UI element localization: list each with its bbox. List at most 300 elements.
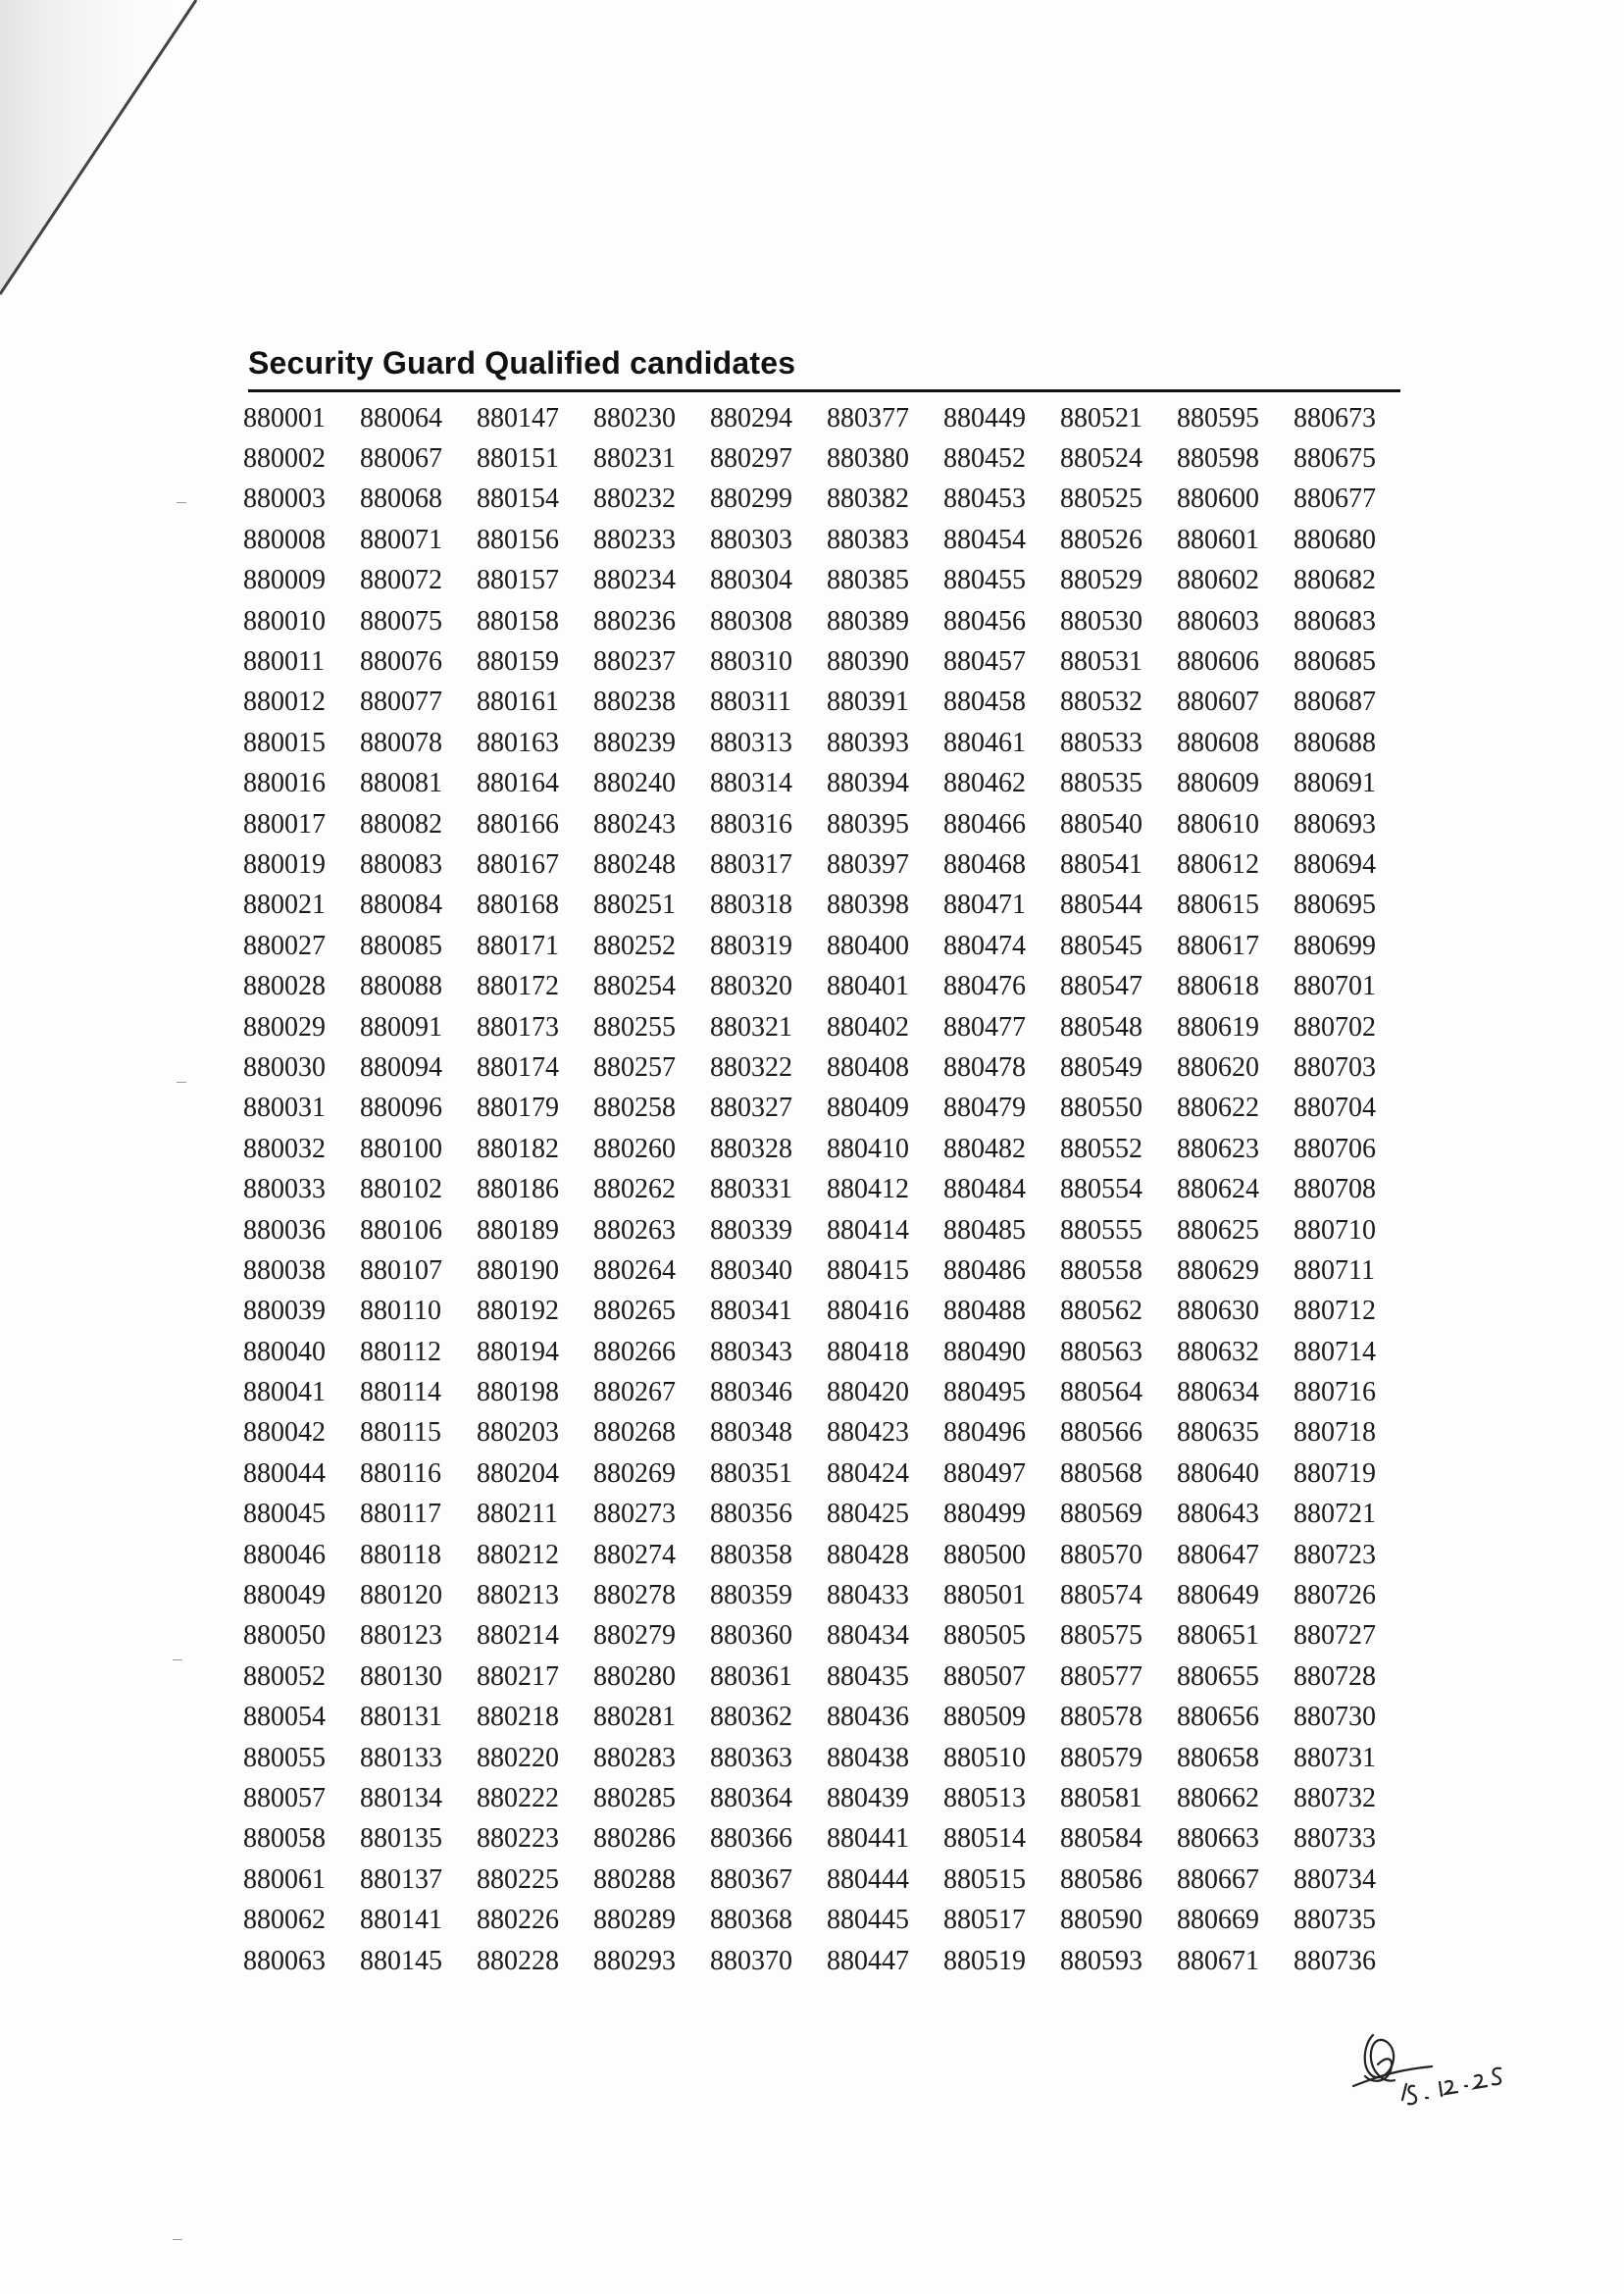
candidate-number: 880484 bbox=[943, 1174, 1026, 1205]
candidate-number: 880294 bbox=[710, 402, 792, 433]
candidate-number: 880029 bbox=[243, 1011, 326, 1043]
candidate-number: 880135 bbox=[360, 1823, 442, 1855]
candidate-number: 880363 bbox=[710, 1742, 792, 1773]
candidate-number: 880726 bbox=[1294, 1580, 1376, 1611]
candidate-number: 880586 bbox=[1060, 1863, 1142, 1895]
candidate-number: 880313 bbox=[710, 727, 792, 758]
candidate-number: 880318 bbox=[710, 890, 792, 921]
candidate-number: 880438 bbox=[827, 1742, 909, 1773]
candidate-number: 880358 bbox=[710, 1539, 792, 1570]
candidate-number: 880703 bbox=[1294, 1051, 1376, 1083]
candidate-number: 880102 bbox=[360, 1174, 442, 1205]
candidate-number: 880515 bbox=[943, 1863, 1026, 1895]
candidate-number: 880433 bbox=[827, 1580, 909, 1611]
candidate-number: 880297 bbox=[710, 443, 792, 475]
candidate-number: 880085 bbox=[360, 930, 442, 961]
candidate-number: 880062 bbox=[243, 1905, 326, 1936]
table-row bbox=[243, 1453, 1410, 1494]
candidate-number: 880584 bbox=[1060, 1823, 1142, 1855]
candidate-number: 880577 bbox=[1060, 1660, 1142, 1692]
candidate-number: 880283 bbox=[593, 1742, 676, 1773]
candidate-number: 880082 bbox=[360, 808, 442, 840]
candidate-number: 880064 bbox=[360, 402, 442, 433]
candidate-number: 880217 bbox=[477, 1660, 559, 1692]
candidate-number: 880617 bbox=[1177, 930, 1259, 961]
candidate-number: 880552 bbox=[1060, 1133, 1142, 1164]
table-row bbox=[243, 886, 1410, 926]
candidate-number: 880258 bbox=[593, 1093, 676, 1124]
candidate-number: 880732 bbox=[1294, 1782, 1376, 1813]
candidate-number: 880694 bbox=[1294, 848, 1376, 880]
candidate-number: 880727 bbox=[1294, 1620, 1376, 1652]
candidate-number: 880548 bbox=[1060, 1011, 1142, 1043]
candidate-number: 880420 bbox=[827, 1377, 909, 1408]
candidate-number: 880382 bbox=[827, 484, 909, 515]
candidate-number: 880598 bbox=[1177, 443, 1259, 475]
candidate-number: 880716 bbox=[1294, 1377, 1376, 1408]
candidate-number: 880579 bbox=[1060, 1742, 1142, 1773]
candidate-number: 880640 bbox=[1177, 1457, 1259, 1489]
candidate-number: 880236 bbox=[593, 605, 676, 637]
candidate-number: 880156 bbox=[477, 524, 559, 555]
candidate-number: 880044 bbox=[243, 1457, 326, 1489]
candidate-number: 880182 bbox=[477, 1133, 559, 1164]
candidate-number: 880273 bbox=[593, 1499, 676, 1530]
candidate-number: 880303 bbox=[710, 524, 792, 555]
candidate-number: 880263 bbox=[593, 1214, 676, 1246]
candidate-number: 880223 bbox=[477, 1823, 559, 1855]
table-row bbox=[243, 1616, 1410, 1657]
table-row bbox=[243, 1413, 1410, 1453]
candidate-number: 880393 bbox=[827, 727, 909, 758]
candidate-number: 880151 bbox=[477, 443, 559, 475]
candidate-number: 880198 bbox=[477, 1377, 559, 1408]
candidate-number: 880110 bbox=[360, 1296, 441, 1327]
candidate-number: 880563 bbox=[1060, 1336, 1142, 1367]
candidate-number: 880213 bbox=[477, 1580, 559, 1611]
candidate-number: 880254 bbox=[593, 971, 676, 1002]
candidate-number: 880695 bbox=[1294, 890, 1376, 921]
candidate-number: 880264 bbox=[593, 1254, 676, 1286]
candidate-number: 880389 bbox=[827, 605, 909, 637]
candidate-number: 880115 bbox=[360, 1417, 441, 1449]
table-row bbox=[243, 1089, 1410, 1129]
candidate-number: 880400 bbox=[827, 930, 909, 961]
table-row bbox=[243, 1332, 1410, 1372]
candidate-number: 880077 bbox=[360, 687, 442, 718]
candidate-number: 880462 bbox=[943, 768, 1026, 799]
candidate-number: 880174 bbox=[477, 1051, 559, 1083]
candidate-number: 880702 bbox=[1294, 1011, 1376, 1043]
candidate-number: 880380 bbox=[827, 443, 909, 475]
candidate-number: 880239 bbox=[593, 727, 676, 758]
candidate-number: 880265 bbox=[593, 1296, 676, 1327]
candidate-number: 880718 bbox=[1294, 1417, 1376, 1449]
candidate-number: 880171 bbox=[477, 930, 559, 961]
table-row bbox=[243, 1657, 1410, 1697]
candidate-number: 880088 bbox=[360, 971, 442, 1002]
candidate-number: 880434 bbox=[827, 1620, 909, 1652]
candidate-number: 880730 bbox=[1294, 1702, 1376, 1733]
candidate-number: 880331 bbox=[710, 1174, 792, 1205]
candidate-number: 880424 bbox=[827, 1457, 909, 1489]
candidate-number: 880368 bbox=[710, 1905, 792, 1936]
candidate-number: 880714 bbox=[1294, 1336, 1376, 1367]
candidate-number: 880050 bbox=[243, 1620, 326, 1652]
candidate-number: 880063 bbox=[243, 1945, 326, 1976]
candidate-number: 880084 bbox=[360, 890, 442, 921]
candidate-number: 880045 bbox=[243, 1499, 326, 1530]
candidate-number: 880078 bbox=[360, 727, 442, 758]
candidate-number: 880314 bbox=[710, 768, 792, 799]
candidate-number: 880394 bbox=[827, 768, 909, 799]
candidate-number: 880474 bbox=[943, 930, 1026, 961]
candidate-number: 880017 bbox=[243, 808, 326, 840]
candidate-number: 880222 bbox=[477, 1782, 559, 1813]
candidate-number: 880310 bbox=[710, 646, 792, 678]
candidate-number: 880230 bbox=[593, 402, 676, 433]
candidate-number: 880549 bbox=[1060, 1051, 1142, 1083]
candidate-number: 880525 bbox=[1060, 484, 1142, 515]
candidate-number: 880106 bbox=[360, 1214, 442, 1246]
candidate-number: 880671 bbox=[1177, 1945, 1259, 1976]
candidate-number: 880011 bbox=[243, 646, 325, 678]
table-row bbox=[243, 1900, 1410, 1940]
candidate-number: 880192 bbox=[477, 1296, 559, 1327]
candidate-number: 880299 bbox=[710, 484, 792, 515]
candidate-number: 880570 bbox=[1060, 1539, 1142, 1570]
candidate-number: 880581 bbox=[1060, 1782, 1142, 1813]
candidate-number: 880535 bbox=[1060, 768, 1142, 799]
candidate-number: 880447 bbox=[827, 1945, 909, 1976]
candidate-number: 880009 bbox=[243, 565, 326, 596]
candidate-number: 880510 bbox=[943, 1742, 1026, 1773]
candidate-number: 880010 bbox=[243, 605, 326, 637]
candidate-number: 880533 bbox=[1060, 727, 1142, 758]
candidate-number: 880712 bbox=[1294, 1296, 1376, 1327]
candidate-number: 880687 bbox=[1294, 687, 1376, 718]
candidate-number: 880137 bbox=[360, 1863, 442, 1895]
candidate-number: 880408 bbox=[827, 1051, 909, 1083]
candidate-number: 880280 bbox=[593, 1660, 676, 1692]
candidate-number: 880061 bbox=[243, 1863, 326, 1895]
table-row bbox=[243, 1535, 1410, 1575]
candidate-number: 880251 bbox=[593, 890, 676, 921]
candidate-number: 880691 bbox=[1294, 768, 1376, 799]
candidate-number: 880620 bbox=[1177, 1051, 1259, 1083]
candidate-number: 880266 bbox=[593, 1336, 676, 1367]
page-fold-shadow bbox=[0, 0, 206, 314]
table-row bbox=[243, 844, 1410, 885]
table-row bbox=[243, 1047, 1410, 1088]
candidate-number: 880308 bbox=[710, 605, 792, 637]
candidate-number: 880057 bbox=[243, 1782, 326, 1813]
candidate-number: 880157 bbox=[477, 565, 559, 596]
candidate-number: 880734 bbox=[1294, 1863, 1376, 1895]
candidate-number: 880490 bbox=[943, 1336, 1026, 1367]
candidate-number: 880635 bbox=[1177, 1417, 1259, 1449]
candidate-number: 880081 bbox=[360, 768, 442, 799]
candidate-number: 880513 bbox=[943, 1782, 1026, 1813]
candidate-number: 880040 bbox=[243, 1336, 326, 1367]
candidate-number: 880068 bbox=[360, 484, 442, 515]
candidate-number: 880558 bbox=[1060, 1254, 1142, 1286]
candidate-number: 880058 bbox=[243, 1823, 326, 1855]
table-row bbox=[243, 1007, 1410, 1047]
candidate-number: 880693 bbox=[1294, 808, 1376, 840]
candidate-number: 880476 bbox=[943, 971, 1026, 1002]
candidate-number: 880445 bbox=[827, 1905, 909, 1936]
candidate-number: 880257 bbox=[593, 1051, 676, 1083]
candidate-number: 880455 bbox=[943, 565, 1026, 596]
candidate-number: 880116 bbox=[360, 1457, 441, 1489]
candidate-number: 880425 bbox=[827, 1499, 909, 1530]
candidate-number: 880159 bbox=[477, 646, 559, 678]
candidate-number: 880328 bbox=[710, 1133, 792, 1164]
candidate-number: 880547 bbox=[1060, 971, 1142, 1002]
candidate-number: 880237 bbox=[593, 646, 676, 678]
candidate-number: 880071 bbox=[360, 524, 442, 555]
candidate-number: 880701 bbox=[1294, 971, 1376, 1002]
candidate-number: 880346 bbox=[710, 1377, 792, 1408]
candidate-number: 880735 bbox=[1294, 1905, 1376, 1936]
candidate-number: 880517 bbox=[943, 1905, 1026, 1936]
candidate-number: 880179 bbox=[477, 1093, 559, 1124]
table-row bbox=[243, 926, 1410, 966]
candidate-number: 880322 bbox=[710, 1051, 792, 1083]
candidate-number: 880003 bbox=[243, 484, 326, 515]
candidate-number: 880704 bbox=[1294, 1093, 1376, 1124]
candidate-number: 880562 bbox=[1060, 1296, 1142, 1327]
candidate-number: 880444 bbox=[827, 1863, 909, 1895]
candidate-number: 880131 bbox=[360, 1702, 442, 1733]
candidate-number: 880238 bbox=[593, 687, 676, 718]
candidate-number: 880028 bbox=[243, 971, 326, 1002]
candidate-number: 880545 bbox=[1060, 930, 1142, 961]
candidate-number: 880529 bbox=[1060, 565, 1142, 596]
candidate-number: 880038 bbox=[243, 1254, 326, 1286]
candidate-number: 880281 bbox=[593, 1702, 676, 1733]
candidate-number: 880658 bbox=[1177, 1742, 1259, 1773]
candidate-number: 880348 bbox=[710, 1417, 792, 1449]
candidate-number: 880575 bbox=[1060, 1620, 1142, 1652]
candidate-number: 880327 bbox=[710, 1093, 792, 1124]
candidate-number: 880673 bbox=[1294, 402, 1376, 433]
candidate-number: 880356 bbox=[710, 1499, 792, 1530]
candidate-number: 880610 bbox=[1177, 808, 1259, 840]
candidate-number: 880016 bbox=[243, 768, 326, 799]
candidate-number: 880367 bbox=[710, 1863, 792, 1895]
candidate-number: 880189 bbox=[477, 1214, 559, 1246]
candidate-number: 880574 bbox=[1060, 1580, 1142, 1611]
candidate-number: 880409 bbox=[827, 1093, 909, 1124]
candidate-number: 880031 bbox=[243, 1093, 326, 1124]
scan-mark bbox=[177, 1082, 186, 1083]
table-row bbox=[243, 1495, 1410, 1535]
candidate-number: 880452 bbox=[943, 443, 1026, 475]
candidate-number: 880488 bbox=[943, 1296, 1026, 1327]
candidate-number: 880019 bbox=[243, 848, 326, 880]
candidate-number: 880524 bbox=[1060, 443, 1142, 475]
candidate-number: 880435 bbox=[827, 1660, 909, 1692]
candidate-number: 880496 bbox=[943, 1417, 1026, 1449]
candidate-number: 880286 bbox=[593, 1823, 676, 1855]
candidate-number: 880091 bbox=[360, 1011, 442, 1043]
title-underline bbox=[248, 389, 1400, 392]
candidate-number: 880699 bbox=[1294, 930, 1376, 961]
candidate-number: 880390 bbox=[827, 646, 909, 678]
candidate-number: 880293 bbox=[593, 1945, 676, 1976]
candidate-number: 880015 bbox=[243, 727, 326, 758]
candidate-number: 880168 bbox=[477, 890, 559, 921]
candidate-number: 880711 bbox=[1294, 1254, 1375, 1286]
scan-mark bbox=[173, 2239, 182, 2240]
candidate-number: 880339 bbox=[710, 1214, 792, 1246]
candidate-number: 880397 bbox=[827, 848, 909, 880]
candidate-number: 880225 bbox=[477, 1863, 559, 1895]
candidate-number: 880410 bbox=[827, 1133, 909, 1164]
candidate-number: 880454 bbox=[943, 524, 1026, 555]
candidate-number: 880401 bbox=[827, 971, 909, 1002]
candidate-number: 880114 bbox=[360, 1377, 441, 1408]
candidate-number: 880220 bbox=[477, 1742, 559, 1773]
candidate-number: 880728 bbox=[1294, 1660, 1376, 1692]
candidate-number: 880479 bbox=[943, 1093, 1026, 1124]
candidate-number: 880482 bbox=[943, 1133, 1026, 1164]
candidate-number: 880341 bbox=[710, 1296, 792, 1327]
candidate-number: 880606 bbox=[1177, 646, 1259, 678]
candidate-number: 880656 bbox=[1177, 1702, 1259, 1733]
table-row bbox=[243, 438, 1410, 479]
candidate-number: 880669 bbox=[1177, 1905, 1259, 1936]
candidate-number: 880052 bbox=[243, 1660, 326, 1692]
candidate-number: 880027 bbox=[243, 930, 326, 961]
candidate-number: 880133 bbox=[360, 1742, 442, 1773]
candidate-number: 880428 bbox=[827, 1539, 909, 1570]
candidate-number: 880662 bbox=[1177, 1782, 1259, 1813]
candidate-number: 880211 bbox=[477, 1499, 558, 1530]
candidate-number: 880555 bbox=[1060, 1214, 1142, 1246]
candidate-number: 880002 bbox=[243, 443, 326, 475]
candidate-number: 880632 bbox=[1177, 1336, 1259, 1367]
candidate-number: 880234 bbox=[593, 565, 676, 596]
candidate-number: 880629 bbox=[1177, 1254, 1259, 1286]
candidate-number: 880351 bbox=[710, 1457, 792, 1489]
candidate-number: 880625 bbox=[1177, 1214, 1259, 1246]
candidate-number: 880564 bbox=[1060, 1377, 1142, 1408]
candidate-number: 880618 bbox=[1177, 971, 1259, 1002]
candidate-number: 880001 bbox=[243, 402, 326, 433]
candidate-number: 880076 bbox=[360, 646, 442, 678]
candidate-number: 880267 bbox=[593, 1377, 676, 1408]
candidate-number: 880615 bbox=[1177, 890, 1259, 921]
candidate-number: 880602 bbox=[1177, 565, 1259, 596]
candidate-number: 880163 bbox=[477, 727, 559, 758]
table-row bbox=[243, 966, 1410, 1006]
candidate-number: 880370 bbox=[710, 1945, 792, 1976]
candidate-number: 880719 bbox=[1294, 1457, 1376, 1489]
candidate-number: 880232 bbox=[593, 484, 676, 515]
candidate-number: 880190 bbox=[477, 1254, 559, 1286]
candidate-number: 880288 bbox=[593, 1863, 676, 1895]
candidate-number: 880706 bbox=[1294, 1133, 1376, 1164]
candidate-number: 880041 bbox=[243, 1377, 326, 1408]
candidate-number: 880612 bbox=[1177, 848, 1259, 880]
candidate-number: 880415 bbox=[827, 1254, 909, 1286]
candidate-number: 880049 bbox=[243, 1580, 326, 1611]
candidate-number: 880008 bbox=[243, 524, 326, 555]
candidate-number: 880500 bbox=[943, 1539, 1026, 1570]
candidate-number: 880643 bbox=[1177, 1499, 1259, 1530]
candidate-number: 880279 bbox=[593, 1620, 676, 1652]
candidate-number: 880477 bbox=[943, 1011, 1026, 1043]
candidate-number: 880685 bbox=[1294, 646, 1376, 678]
table-row bbox=[243, 1169, 1410, 1209]
candidate-number: 880360 bbox=[710, 1620, 792, 1652]
candidate-number: 880072 bbox=[360, 565, 442, 596]
candidate-number: 880566 bbox=[1060, 1417, 1142, 1449]
candidate-number: 880304 bbox=[710, 565, 792, 596]
candidate-number: 880634 bbox=[1177, 1377, 1259, 1408]
candidate-number: 880541 bbox=[1060, 848, 1142, 880]
candidate-number: 880075 bbox=[360, 605, 442, 637]
candidate-number: 880593 bbox=[1060, 1945, 1142, 1976]
candidate-number: 880167 bbox=[477, 848, 559, 880]
candidate-number: 880343 bbox=[710, 1336, 792, 1367]
candidate-number: 880317 bbox=[710, 848, 792, 880]
page-title: Security Guard Qualified candidates bbox=[248, 345, 796, 381]
candidate-number: 880609 bbox=[1177, 768, 1259, 799]
table-row bbox=[243, 723, 1410, 763]
candidate-number: 880083 bbox=[360, 848, 442, 880]
candidate-number: 880161 bbox=[477, 687, 559, 718]
candidate-number: 880278 bbox=[593, 1580, 676, 1611]
candidate-number: 880158 bbox=[477, 605, 559, 637]
candidate-number: 880120 bbox=[360, 1580, 442, 1611]
candidate-number: 880130 bbox=[360, 1660, 442, 1692]
candidate-number: 880268 bbox=[593, 1417, 676, 1449]
candidate-number: 880544 bbox=[1060, 890, 1142, 921]
candidate-number: 880361 bbox=[710, 1660, 792, 1692]
candidate-number: 880453 bbox=[943, 484, 1026, 515]
candidate-number: 880252 bbox=[593, 930, 676, 961]
candidate-number: 880595 bbox=[1177, 402, 1259, 433]
candidate-number: 880499 bbox=[943, 1499, 1026, 1530]
table-row bbox=[243, 1575, 1410, 1615]
candidate-number: 880173 bbox=[477, 1011, 559, 1043]
candidate-number: 880675 bbox=[1294, 443, 1376, 475]
candidate-number: 880145 bbox=[360, 1945, 442, 1976]
table-row bbox=[243, 641, 1410, 682]
table-row bbox=[243, 398, 1410, 438]
candidate-number: 880319 bbox=[710, 930, 792, 961]
candidate-number: 880478 bbox=[943, 1051, 1026, 1083]
signature bbox=[1344, 2015, 1520, 2123]
candidate-number: 880021 bbox=[243, 890, 326, 921]
candidate-number: 880033 bbox=[243, 1174, 326, 1205]
candidate-number: 880590 bbox=[1060, 1905, 1142, 1936]
candidate-number-table bbox=[243, 398, 1410, 1981]
candidate-number: 880164 bbox=[477, 768, 559, 799]
table-row bbox=[243, 1860, 1410, 1900]
candidate-number: 880466 bbox=[943, 808, 1026, 840]
candidate-number: 880231 bbox=[593, 443, 676, 475]
candidate-number: 880377 bbox=[827, 402, 909, 433]
candidate-number: 880526 bbox=[1060, 524, 1142, 555]
candidate-number: 880651 bbox=[1177, 1620, 1259, 1652]
candidate-number: 880262 bbox=[593, 1174, 676, 1205]
candidate-number: 880531 bbox=[1060, 646, 1142, 678]
